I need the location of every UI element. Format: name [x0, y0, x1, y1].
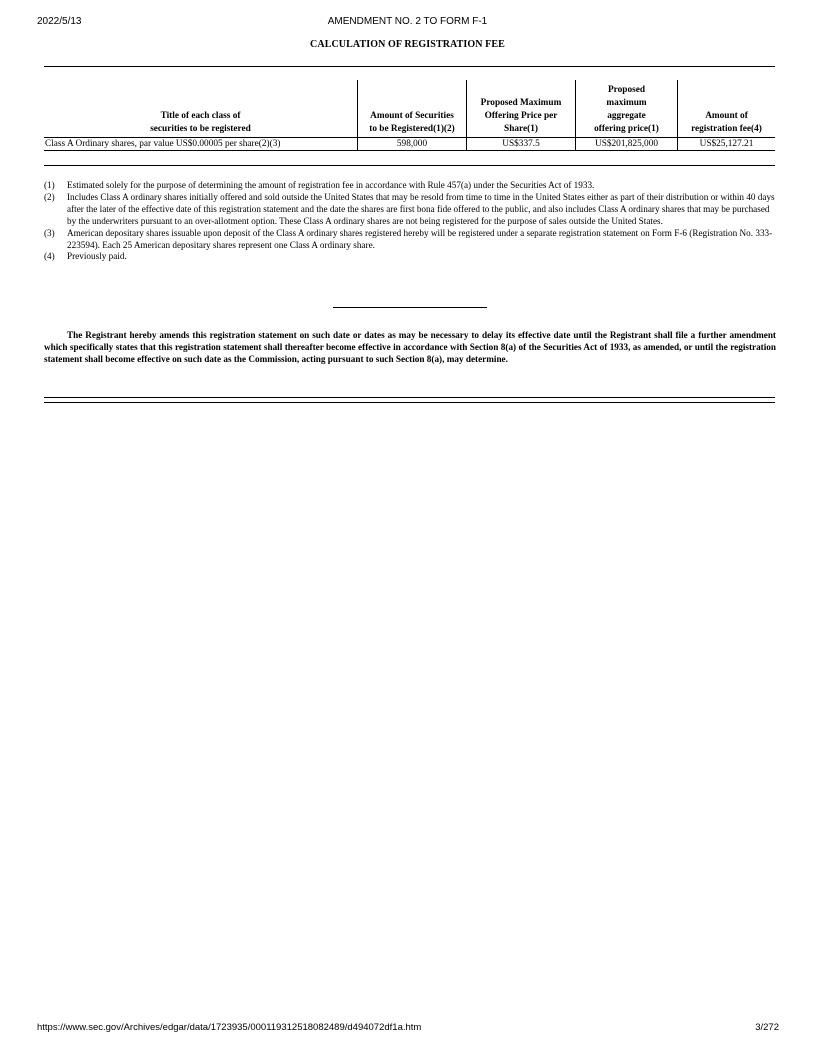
cell-security-class: Class A Ordinary shares, par value US$0.00005 per share(2)(3) [44, 137, 358, 150]
document-title: AMENDMENT NO. 2 TO FORM F-1 [327, 16, 488, 27]
separator-line [333, 307, 487, 308]
cell-aggregate-price: US$201,825,000 [576, 137, 678, 150]
cell-price-per-share: US$337.5 [467, 137, 576, 150]
table-row [44, 137, 775, 150]
column-header-amount-securities: Amount of Securities to be Registered(1)(2) [358, 80, 467, 137]
print-date: 2022/5/13 [37, 16, 82, 27]
cell-registration-fee: US$25,127.21 [678, 137, 776, 150]
footnote: (1) Estimated solely for the purpose of determining the amount of registration fee in accordance with Rule 457(a) under the Securities Act of 1933. [44, 180, 595, 190]
cell-amount-registered: 598,000 [358, 137, 467, 150]
top-rule [44, 66, 775, 67]
delaying-amendment-paragraph: The Registrant hereby amends this registration statement on such date or dates as may be necessary to delay its effective date until the Registrant shall file a further amendment which specifically states that this registration statement shall thereafter become effective in accordance with Section 8(a) of the Securities Act of 1933, as amended, or until the registration statement shall become effective on such date as the Commission, acting pursuant to such Section 8(a), may determine. [44, 330, 776, 365]
registration-fee-table [44, 80, 775, 151]
section-title: CALCULATION OF REGISTRATION FEE [310, 39, 505, 50]
source-url: https://www.sec.gov/Archives/edgar/data/1723935/000119312518082489/d494072df1a.htm [37, 1022, 422, 1033]
table-header-row [44, 80, 775, 137]
double-rule-bottom [44, 402, 775, 403]
page-number: 3/272 [755, 1022, 779, 1033]
double-rule-top [44, 397, 775, 398]
column-header-title: Title of each class of securities to be registered [44, 80, 358, 137]
footnote: (4) Previously paid. [44, 251, 127, 262]
column-header-max-offering-price: Proposed Maximum Offering Price per Share(1) [467, 80, 576, 137]
column-header-aggregate-price: Proposed maximum aggregate offering price(1) [576, 80, 678, 137]
footnote: (3) American depositary shares issuable upon deposit of the Class A ordinary shares registered hereby will be registered under a separate registration statement on Form F-6 (Registration No. 333-223594). Each 25 American depositary shares represent one Class A ordinary share. [44, 227, 773, 250]
footnotes [44, 180, 776, 263]
table-bottom-rule [44, 165, 775, 166]
column-header-registration-fee: Amount of registration fee(4) [678, 80, 776, 137]
footnote: (2) Includes Class A ordinary shares initially offered and sold outside the United States that may be resold from time to time in the United States either as part of their distribution or within 40 days after the later of the effective date of this registration statement and the date the shares are first bona fide offered to the public, and also includes Class A ordinary shares that may be purchased by the underwriters pursuant to an over-allotment option. These Class A ordinary shares are not being registered for the purpose of sales outside the United States. [44, 191, 775, 226]
